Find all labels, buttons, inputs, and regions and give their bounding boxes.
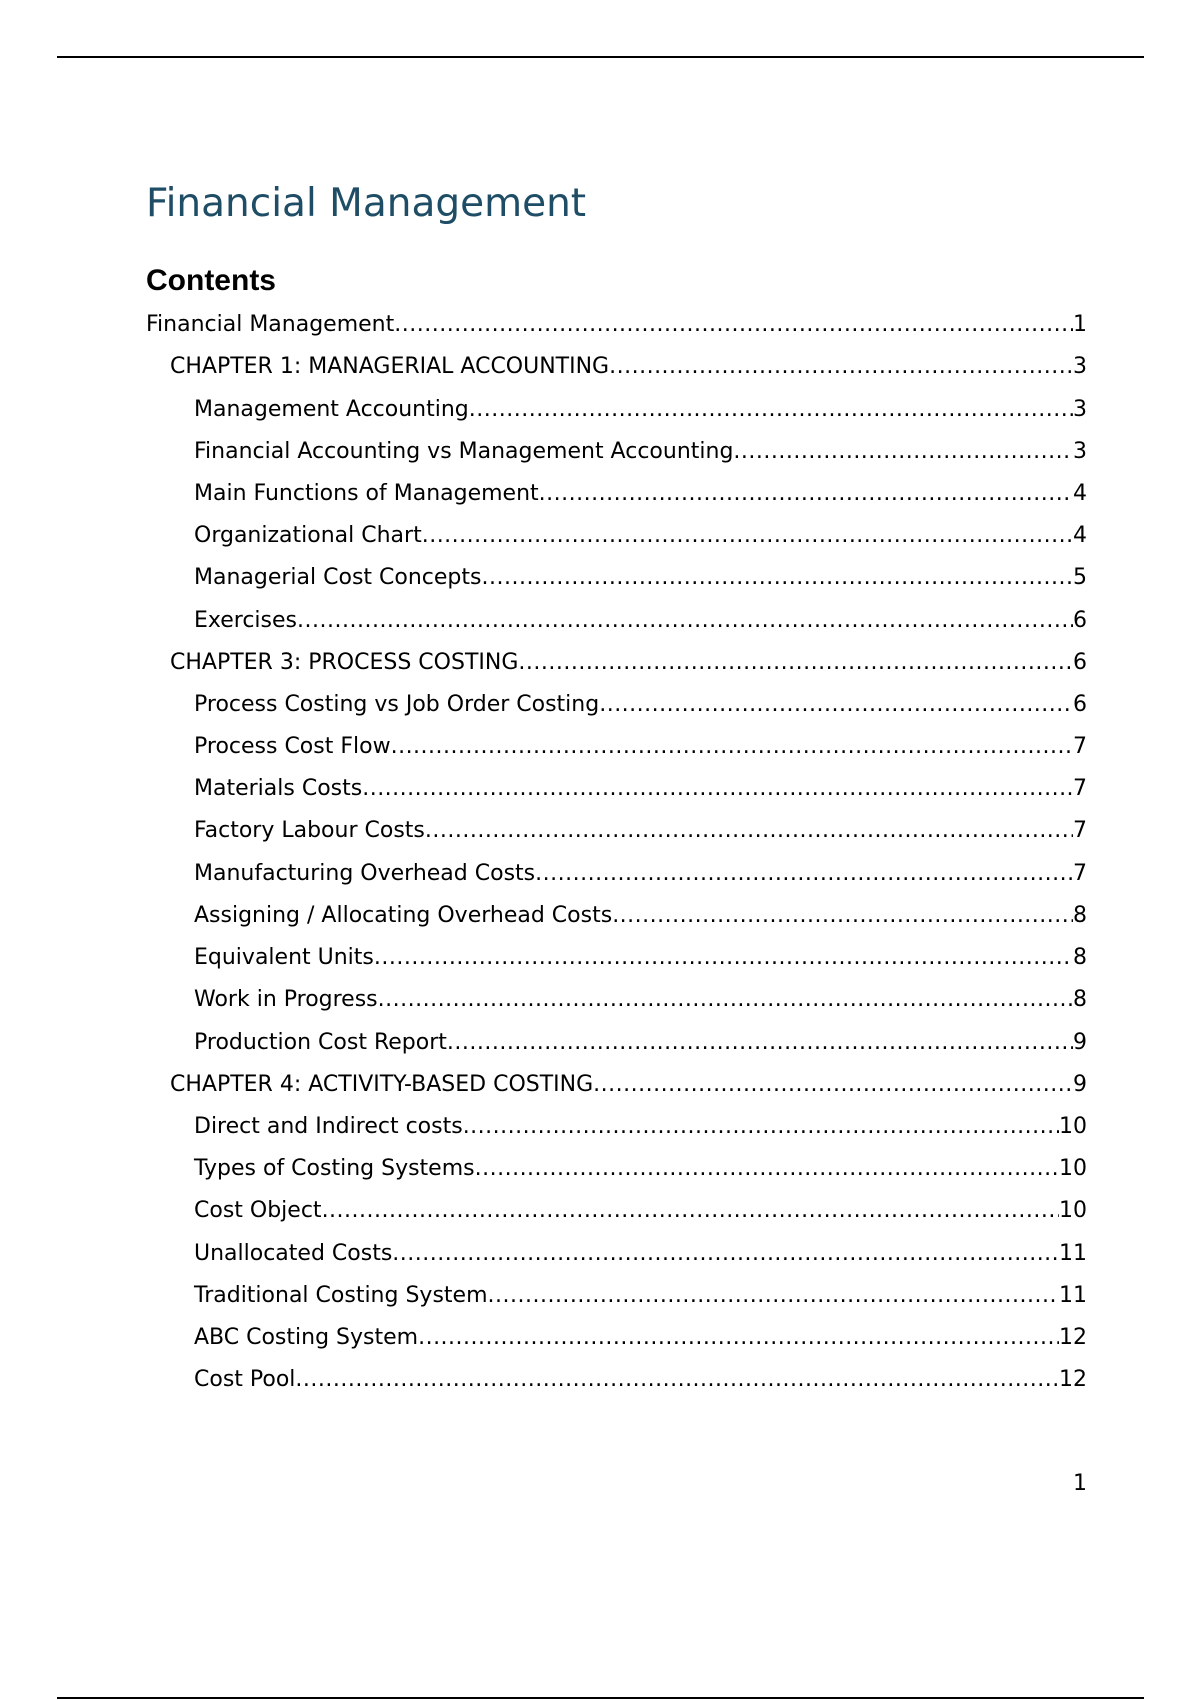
toc-dot-leader <box>295 1363 1059 1397</box>
toc-entry-page: 3 <box>1073 354 1087 379</box>
toc-entry-page: 6 <box>1073 608 1087 633</box>
toc-entry-title: Managerial Cost Concepts <box>194 565 482 590</box>
toc-entry-page: 3 <box>1073 397 1087 422</box>
toc-dot-leader <box>362 772 1073 806</box>
toc-entry-title: Equivalent Units <box>194 945 374 970</box>
toc-entry-page: 8 <box>1073 903 1087 928</box>
toc-entry-title: ABC Costing System <box>194 1325 419 1350</box>
toc-entry-title: Work in Progress <box>194 987 378 1012</box>
toc-dot-leader <box>469 393 1073 427</box>
toc-entry-title: CHAPTER 4: ACTIVITY-BASED COSTING <box>170 1072 594 1097</box>
toc-entry[interactable] <box>194 1321 1087 1355</box>
toc-dot-leader <box>481 561 1073 595</box>
toc-entry-title: Process Cost Flow <box>194 734 391 759</box>
toc-dot-leader <box>394 308 1073 342</box>
toc-entry[interactable] <box>194 1194 1087 1228</box>
contents-heading: Contents <box>146 264 276 297</box>
toc-entry-title: Cost Pool <box>194 1367 296 1392</box>
header-rule <box>57 56 1144 58</box>
toc-entry[interactable] <box>194 561 1087 595</box>
toc-entry[interactable] <box>194 814 1087 848</box>
toc-entry-page: 4 <box>1073 481 1087 506</box>
toc-entry-title: Unallocated Costs <box>194 1241 393 1266</box>
toc-entry-page: 7 <box>1073 818 1087 843</box>
toc-entry-page: 4 <box>1073 523 1087 548</box>
toc-entry-title: Assigning / Allocating Overhead Costs <box>194 903 613 928</box>
toc-entry-title: Factory Labour Costs <box>194 818 425 843</box>
toc-entry[interactable] <box>194 1026 1087 1060</box>
toc-entry[interactable] <box>194 477 1087 511</box>
toc-entry[interactable] <box>194 688 1087 722</box>
toc-entry-page: 5 <box>1073 565 1087 590</box>
toc-entry-title: Organizational Chart <box>194 523 422 548</box>
toc-dot-leader <box>297 604 1073 638</box>
toc-dot-leader <box>378 983 1073 1017</box>
toc-entry-page: 10 <box>1059 1114 1087 1139</box>
toc-dot-leader <box>392 1237 1059 1271</box>
toc-dot-leader <box>418 1321 1059 1355</box>
toc-entry-title: Exercises <box>194 608 298 633</box>
toc-entry-page: 6 <box>1073 650 1087 675</box>
toc-entry-title: Financial Management <box>146 312 395 337</box>
toc-dot-leader <box>612 899 1073 933</box>
toc-entry[interactable] <box>194 1363 1087 1397</box>
toc-dot-leader <box>593 1068 1073 1102</box>
toc-dot-leader <box>535 857 1073 891</box>
toc-dot-leader <box>391 730 1073 764</box>
toc-entry-page: 11 <box>1059 1241 1087 1266</box>
toc-entry[interactable] <box>194 1279 1087 1313</box>
toc-dot-leader <box>488 1279 1060 1313</box>
toc-entry-page: 7 <box>1073 734 1087 759</box>
page-number: 1 <box>1073 1471 1087 1496</box>
toc-entry-page: 10 <box>1059 1198 1087 1223</box>
toc-entry-title: Materials Costs <box>194 776 363 801</box>
toc-dot-leader <box>475 1152 1059 1186</box>
toc-entry-title: Process Costing vs Job Order Costing <box>194 692 600 717</box>
toc-entry-title: Production Cost Report <box>194 1030 447 1055</box>
toc-entry-page: 11 <box>1059 1283 1087 1308</box>
toc-dot-leader <box>733 435 1073 469</box>
toc-dot-leader <box>463 1110 1059 1144</box>
toc-entry-title: Manufacturing Overhead Costs <box>194 861 536 886</box>
toc-entry-page: 10 <box>1059 1156 1087 1181</box>
toc-entry-page: 9 <box>1073 1072 1087 1097</box>
toc-dot-leader <box>447 1026 1073 1060</box>
document-title: Financial Management <box>146 181 587 226</box>
toc-entry-page: 6 <box>1073 692 1087 717</box>
toc-entry[interactable] <box>194 899 1087 933</box>
toc-entry-title: Cost Object <box>194 1198 322 1223</box>
toc-entry-page: 12 <box>1059 1367 1087 1392</box>
toc-dot-leader <box>374 941 1073 975</box>
toc-entry[interactable] <box>194 604 1087 638</box>
toc-entry-page: 7 <box>1073 776 1087 801</box>
toc-entry-page: 8 <box>1073 945 1087 970</box>
toc-entry-page: 1 <box>1073 312 1087 337</box>
toc-entry[interactable] <box>146 308 1087 342</box>
toc-dot-leader <box>518 646 1073 680</box>
toc-entry-title: CHAPTER 1: MANAGERIAL ACCOUNTING <box>170 354 610 379</box>
toc-entry-title: Traditional Costing System <box>194 1283 488 1308</box>
toc-entry[interactable] <box>170 1068 1087 1102</box>
toc-entry[interactable] <box>194 1237 1087 1271</box>
toc-dot-leader <box>539 477 1073 511</box>
toc-entry[interactable] <box>194 730 1087 764</box>
toc-entry[interactable] <box>194 1152 1087 1186</box>
toc-entry-page: 7 <box>1073 861 1087 886</box>
toc-entry[interactable] <box>194 983 1087 1017</box>
toc-dot-leader <box>609 350 1073 384</box>
toc-entry[interactable] <box>194 772 1087 806</box>
toc-entry-title: Financial Accounting vs Management Accounting <box>194 439 734 464</box>
toc-entry-page: 12 <box>1059 1325 1087 1350</box>
toc-entry-title: CHAPTER 3: PROCESS COSTING <box>170 650 519 675</box>
toc-dot-leader <box>599 688 1073 722</box>
toc-entry-page: 8 <box>1073 987 1087 1012</box>
toc-entry-page: 3 <box>1073 439 1087 464</box>
toc-dot-leader <box>425 814 1073 848</box>
toc-entry[interactable] <box>170 646 1087 680</box>
toc-entry[interactable] <box>194 519 1087 553</box>
toc-entry[interactable] <box>194 857 1087 891</box>
toc-entry-page: 9 <box>1073 1030 1087 1055</box>
toc-dot-leader <box>422 519 1073 553</box>
toc-entry-title: Direct and Indirect costs <box>194 1114 463 1139</box>
toc-entry-title: Types of Costing Systems <box>194 1156 475 1181</box>
toc-entry-title: Management Accounting <box>194 397 469 422</box>
toc-entry[interactable] <box>194 941 1087 975</box>
toc-entry-title: Main Functions of Management <box>194 481 539 506</box>
toc-entry[interactable] <box>194 1110 1087 1144</box>
toc-entry[interactable] <box>170 350 1087 384</box>
footer-rule <box>57 1697 1144 1699</box>
toc-entry[interactable] <box>194 435 1087 469</box>
toc-entry[interactable] <box>194 393 1087 427</box>
toc-dot-leader <box>322 1194 1059 1228</box>
